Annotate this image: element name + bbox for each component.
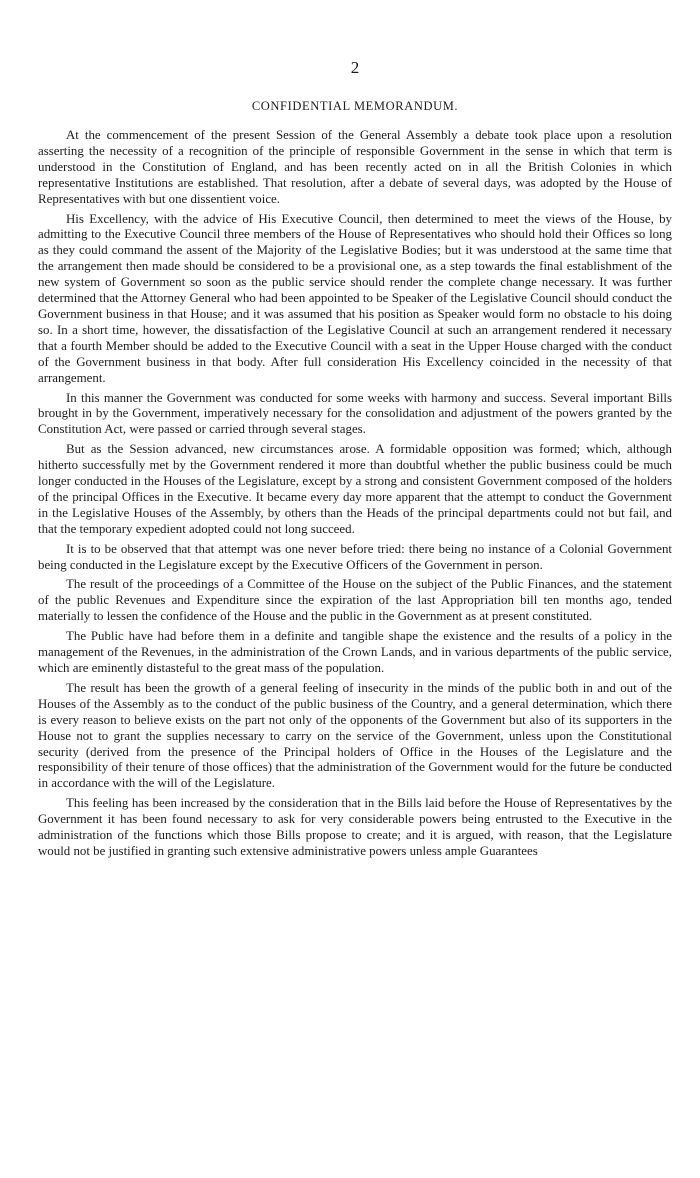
paragraph-9: This feeling has been increased by the consideration that in the Bills laid before the House of Representatives by the Government it has been found necessary to ask for very considerable powers being entrusted to the Executive in the administration of the functions which those Bills propose to create; and it is argued, with reason, that the Legislature would not be justified in granting such extensive administrative powers unless ample Guarantees [38,796,672,858]
paragraph-4: But as the Session advanced, new circumstances arose. A formidable opposition was formed; which, although hitherto successfully met by the Government rendered it more than doubtful whether the public business could be much longer conducted in the Houses of the Legislature, except by a strong and consistent Government composed of the holders of the principal Offices in the Executive. It became every day more apparent that the attempt to conduct the Government in the Legislative Houses of the Assembly, by others than the Heads of the principal departments could not but fail, and that the temporary expedient adopted could not long succeed. [38,442,672,536]
paragraph-6: The result of the proceedings of a Committee of the House on the subject of the Public Finances, and the statement of the public Revenues and Expenditure since the expiration of the last Appropriation bill ten months ago, tended materially to lessen the confidence of the House and the public in the Government as at present constituted. [38,577,672,624]
memorandum-title: CONFIDENTIAL MEMORANDUM. [251,99,459,113]
paragraph-1: At the commencement of the present Session of the General Assembly a debate took place upon a resolution asserting the necessity of a recognition of the principle of responsible Government in the sense in which that term is understood in the Constitution of England, and has been recently acted on in all the British Colonies in which representative Institutions are established. That resolution, after a debate of several days, was adopted by the House of Representatives with but one dissentient voice. [38,128,672,206]
paragraph-5: It is to be observed that that attempt was one never before tried: there being no instance of a Colonial Government being conducted in the Legislature except by the Executive Officers of the Government in person. [38,541,672,572]
paragraph-7: The Public have had before them in a definite and tangible shape the existence and the results of a policy in the management of the Revenues, in the administration of the Crown Lands, and in various departments of the public service, which are eminently distasteful to the great mass of the population. [38,629,672,675]
paragraph-2: His Excellency, with the advice of His Executive Council, then determined to meet the views of the House, by admitting to the Executive Council three members of the House of Representatives who should hold their Offices so long as they could command the assent of the Majority of the Legislative Bodies; but it was understood at the same time that the arrangement then made should be considered to be a provisional one, as a step towards the final establishment of the new system of Government so soon as the public service should render the complete change necessary. It was further determined that the Attorney General who had been appointed to be Speaker of the Legislative Council should conduct the Government business in that House; and it was assumed that his position as Speaker would form no obstacle to his doing so. In a short time, however, the dissatisfaction of the Legislative Council at such an arrangement rendered it necessary that a fourth Member should be added to the Executive Council with a seat in the Upper House charged with the conduct of the Government business in that body. After full consideration His Excellency coincided in the necessity of that arrangement. [38,211,672,385]
paragraph-3: In this manner the Government was conducted for some weeks with harmony and success. Several important Bills brought in by the Government, imperatively necessary for the consolidation and adjustment of the powers granted by the Constitution Act, were passed or carried through several stages. [38,390,672,437]
paragraph-8: The result has been the growth of a general feeling of insecurity in the minds of the public both in and out of the Houses of the Assembly as to the conduct of the public business of the Country, and a general determination, which there is every reason to believe exists on the part not only of the opponents of the Government but also of its supporters in the House not to grant the supplies necessary to carry on the service of the Government, unless upon the Constitutional security (derived from the presence of the Principal holders of Office in the Houses of the Legislature and the responsibility of their tenure of those offices) that the administration of the Government would for the future be conducted in accordance with the will of the Legislature. [38,680,672,791]
page-number: 2 [350,58,360,77]
